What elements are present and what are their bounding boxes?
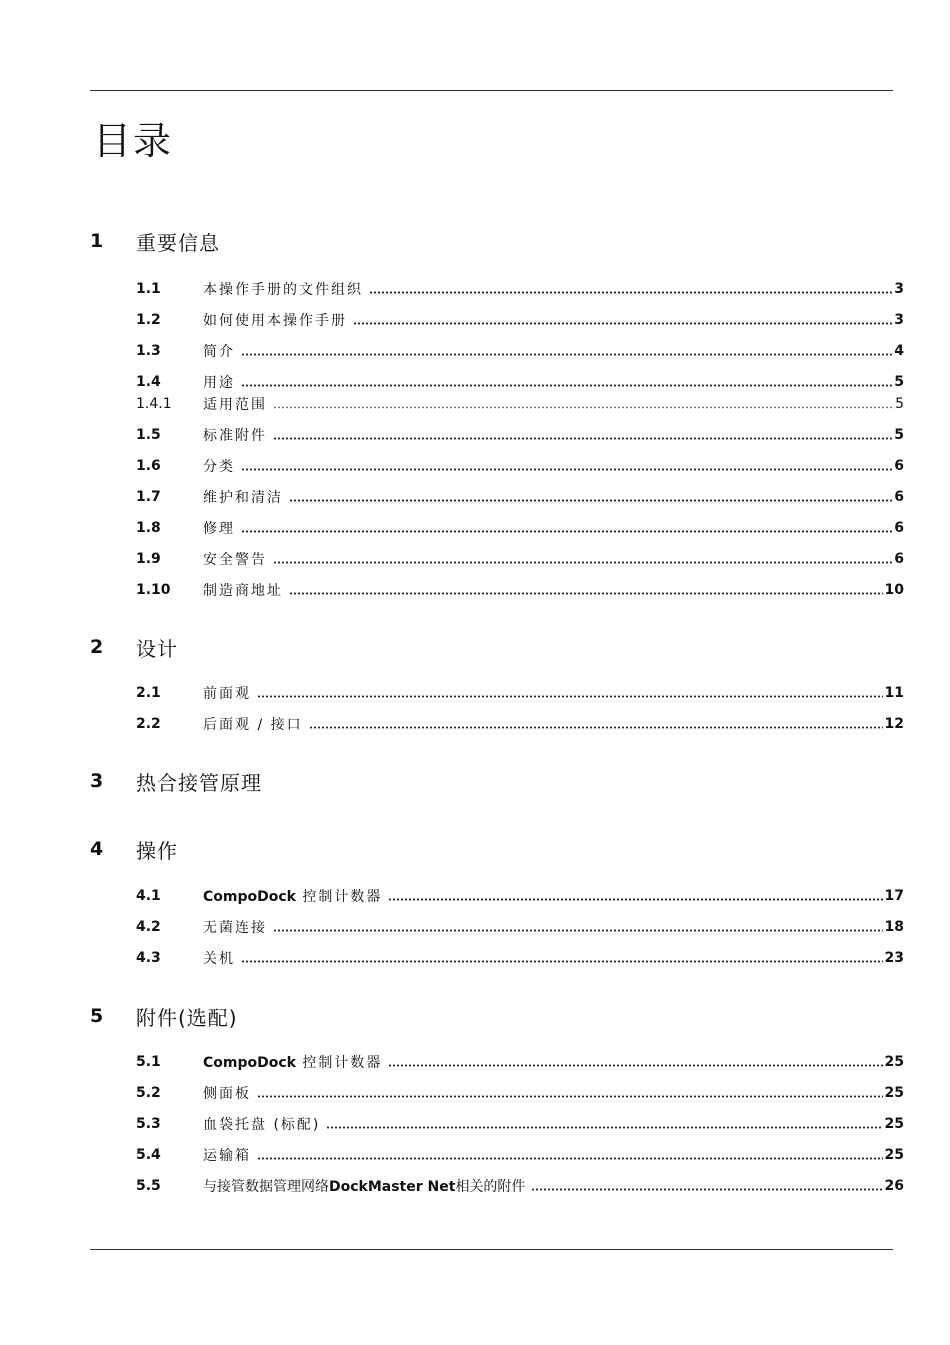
entry-title: 后面观 / 接口 bbox=[203, 717, 303, 733]
page-number: 10 bbox=[884, 582, 904, 598]
dot-leader bbox=[531, 1188, 882, 1191]
toc-entry[interactable] bbox=[136, 373, 904, 391]
toc-entry[interactable] bbox=[136, 550, 904, 568]
entry-title: 适用范围 bbox=[203, 397, 267, 413]
toc-title: 目录 bbox=[93, 119, 174, 163]
top-rule bbox=[90, 90, 893, 91]
entry-number: 5.4 bbox=[136, 1147, 161, 1163]
page-number: 6 bbox=[894, 551, 904, 567]
page-number: 3 bbox=[894, 312, 904, 328]
entry-title: 简介 bbox=[203, 344, 235, 360]
chapter-heading bbox=[90, 632, 178, 662]
entry-number: 4.3 bbox=[136, 950, 161, 966]
chapter-title[interactable]: 重要信息 bbox=[136, 230, 220, 255]
dot-leader bbox=[309, 726, 883, 729]
toc-subentry[interactable] bbox=[136, 395, 904, 413]
entry-number: 1.8 bbox=[136, 520, 161, 536]
dot-leader bbox=[289, 499, 892, 502]
toc-entry[interactable] bbox=[136, 581, 904, 599]
page-number: 5 bbox=[894, 427, 904, 443]
entry-number: 1.6 bbox=[136, 458, 161, 474]
entry-title: 制造商地址 bbox=[203, 583, 283, 599]
dot-leader bbox=[388, 898, 882, 901]
page-number: 6 bbox=[894, 489, 904, 505]
page-number: 5 bbox=[894, 374, 904, 390]
toc-entry[interactable] bbox=[136, 280, 904, 298]
entry-number: 5.5 bbox=[136, 1178, 161, 1194]
page-number: 25 bbox=[884, 1054, 904, 1070]
chapter-number: 4 bbox=[90, 838, 104, 860]
entry-number: 1.1 bbox=[136, 281, 161, 297]
dot-leader bbox=[289, 592, 883, 595]
entry-title: 侧面板 bbox=[203, 1086, 251, 1102]
entry-title bbox=[203, 1176, 525, 1196]
product-name: CompoDock bbox=[203, 889, 296, 905]
dot-leader bbox=[257, 1095, 883, 1098]
entry-number: 1.4.1 bbox=[136, 396, 172, 412]
entry-number: 2.2 bbox=[136, 716, 161, 732]
entry-title: 用途 bbox=[203, 375, 235, 391]
entry-title: 安全警告 bbox=[203, 552, 267, 568]
entry-number: 1.10 bbox=[136, 582, 171, 598]
entry-title-text: 控制计数器 bbox=[295, 1055, 383, 1071]
chapter-number: 1 bbox=[90, 230, 104, 252]
dot-leader bbox=[353, 322, 892, 325]
page-number: 26 bbox=[884, 1178, 904, 1194]
toc-entry[interactable] bbox=[136, 1115, 904, 1133]
entry-title: 关机 bbox=[203, 951, 235, 967]
chapter-heading bbox=[90, 766, 262, 796]
entry-number: 1.2 bbox=[136, 312, 161, 328]
dot-leader bbox=[257, 695, 883, 698]
entry-title: 分类 bbox=[203, 459, 235, 475]
entry-title bbox=[203, 1052, 382, 1072]
chapter-heading bbox=[90, 1001, 238, 1031]
entry-number: 1.7 bbox=[136, 489, 161, 505]
chapter-title[interactable]: 附件(选配) bbox=[136, 1005, 238, 1030]
toc-entry[interactable] bbox=[136, 1177, 904, 1195]
dot-leader bbox=[273, 929, 883, 932]
toc-entry[interactable] bbox=[136, 488, 904, 506]
page-number: 3 bbox=[894, 281, 904, 297]
entry-title: 前面观 bbox=[203, 686, 251, 702]
chapter-title[interactable]: 设计 bbox=[136, 636, 178, 661]
entry-title: 标准附件 bbox=[203, 428, 267, 444]
chapter-number: 2 bbox=[90, 636, 104, 658]
page-number: 25 bbox=[884, 1085, 904, 1101]
entry-title: 维护和清洁 bbox=[203, 490, 283, 506]
entry-title-prefix: 与接管数据管理网络 bbox=[203, 1179, 329, 1195]
page-number: 6 bbox=[894, 458, 904, 474]
toc-entry[interactable] bbox=[136, 519, 904, 537]
entry-title: 本操作手册的文件组织 bbox=[203, 282, 363, 298]
entry-title: 如何使用本操作手册 bbox=[203, 313, 347, 329]
page-number: 4 bbox=[894, 343, 904, 359]
product-name: DockMaster Net bbox=[329, 1179, 456, 1195]
dot-leader bbox=[241, 353, 892, 356]
product-name: CompoDock bbox=[203, 1055, 296, 1071]
page-number: 12 bbox=[884, 716, 904, 732]
toc-entry[interactable] bbox=[136, 426, 904, 444]
entry-number: 1.4 bbox=[136, 374, 161, 390]
chapter-number: 3 bbox=[90, 770, 104, 792]
toc-entry[interactable] bbox=[136, 311, 904, 329]
entry-title: 运输箱 bbox=[203, 1148, 251, 1164]
page-number: 5 bbox=[895, 396, 904, 412]
entry-number: 5.1 bbox=[136, 1054, 161, 1070]
entry-title: 修理 bbox=[203, 521, 235, 537]
dot-leader bbox=[388, 1064, 882, 1067]
entry-number: 1.3 bbox=[136, 343, 161, 359]
toc-entry[interactable] bbox=[136, 1053, 904, 1071]
dot-leader bbox=[273, 406, 893, 409]
entry-title-text: 控制计数器 bbox=[295, 889, 383, 905]
chapter-heading bbox=[90, 226, 220, 256]
entry-title-text: 相关的附件 bbox=[455, 1179, 526, 1195]
entry-number: 5.2 bbox=[136, 1085, 161, 1101]
chapter-title[interactable]: 热合接管原理 bbox=[136, 770, 262, 795]
toc-entry[interactable] bbox=[136, 887, 904, 905]
page-number: 17 bbox=[884, 888, 904, 904]
dot-leader bbox=[241, 468, 892, 471]
entry-number: 5.3 bbox=[136, 1116, 161, 1132]
page-number: 23 bbox=[884, 950, 904, 966]
entry-title: 无菌连接 bbox=[203, 920, 267, 936]
dot-leader bbox=[273, 437, 892, 440]
toc-entry[interactable] bbox=[136, 949, 904, 967]
dot-leader bbox=[241, 530, 892, 533]
dot-leader bbox=[257, 1157, 883, 1160]
dot-leader bbox=[273, 561, 892, 564]
page-number: 11 bbox=[884, 685, 904, 701]
dot-leader bbox=[326, 1126, 882, 1129]
page-number: 18 bbox=[884, 919, 904, 935]
toc-entry[interactable] bbox=[136, 715, 904, 733]
toc-entry[interactable] bbox=[136, 918, 904, 936]
toc-entry[interactable] bbox=[136, 1146, 904, 1164]
entry-number: 4.2 bbox=[136, 919, 161, 935]
toc-entry[interactable] bbox=[136, 1084, 904, 1102]
toc-entry[interactable] bbox=[136, 457, 904, 475]
chapter-title[interactable]: 操作 bbox=[136, 838, 178, 863]
dot-leader bbox=[241, 960, 883, 963]
page-number: 6 bbox=[894, 520, 904, 536]
entry-number: 1.9 bbox=[136, 551, 161, 567]
chapter-heading bbox=[90, 834, 178, 864]
chapter-number: 5 bbox=[90, 1005, 104, 1027]
entry-number: 2.1 bbox=[136, 685, 161, 701]
page-number: 25 bbox=[884, 1116, 904, 1132]
entry-number: 1.5 bbox=[136, 427, 161, 443]
toc-entry[interactable] bbox=[136, 342, 904, 360]
page-number: 25 bbox=[884, 1147, 904, 1163]
dot-leader bbox=[241, 384, 892, 387]
entry-title: 血袋托盘 (标配) bbox=[203, 1117, 321, 1133]
entry-title bbox=[203, 886, 382, 906]
entry-number: 4.1 bbox=[136, 888, 161, 904]
bottom-rule bbox=[90, 1249, 893, 1250]
dot-leader bbox=[369, 291, 892, 294]
toc-entry[interactable] bbox=[136, 684, 904, 702]
